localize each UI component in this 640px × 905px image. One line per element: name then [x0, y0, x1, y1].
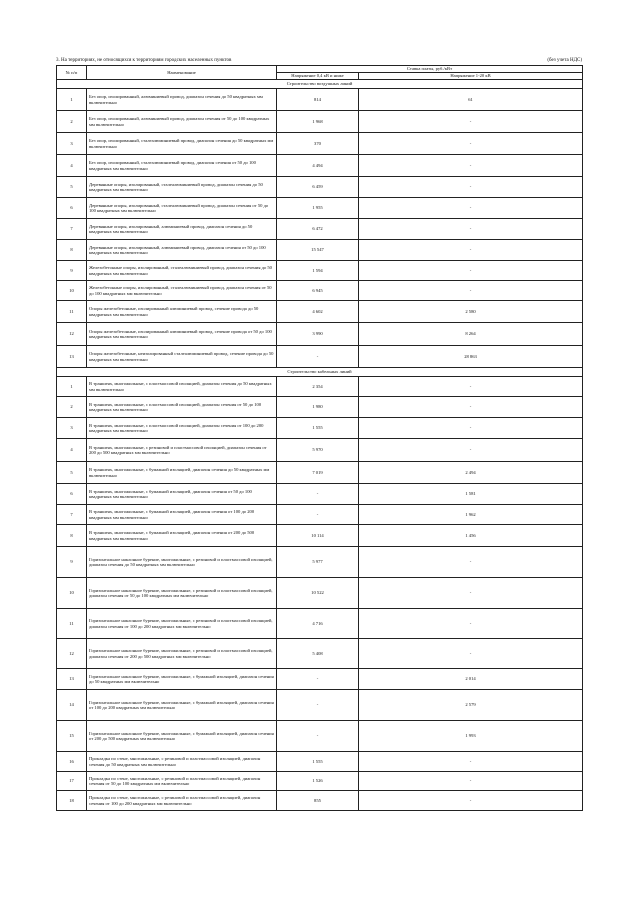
table-row: [57, 89, 583, 111]
header-voltage-low: Напряжение 0,4 кВ и ниже: [277, 73, 359, 80]
rate-low-voltage: 1 980: [277, 397, 359, 418]
rate-low-voltage: 4 494: [277, 155, 359, 177]
row-number: 1: [57, 89, 87, 111]
row-number: 13: [57, 669, 87, 690]
rate-mid-voltage: -: [359, 219, 583, 240]
rate-low-voltage: 4 602: [277, 301, 359, 323]
row-number: 16: [57, 752, 87, 772]
row-number: 15: [57, 721, 87, 752]
row-description: Железобетонные опоры, изолированный, сталеалюминиевый провод, диапазон сечения до 50 квадратных мм включительно: [87, 261, 277, 281]
rate-low-voltage: 5 977: [277, 547, 359, 578]
header-name: Наименование: [87, 66, 277, 80]
table-row: [57, 281, 583, 301]
rate-mid-voltage: 1 581: [359, 484, 583, 505]
row-description: Без опор, изолированный, алюминиевый провод, диапазон сечения от 50 до 100 квадратных мм включительно: [87, 111, 277, 133]
rate-low-voltage: 5 408: [277, 639, 359, 669]
table-row: [57, 752, 583, 772]
section-title: Строительство воздушных линий: [57, 80, 583, 89]
row-number: 11: [57, 301, 87, 323]
rate-mid-voltage: 2 014: [359, 669, 583, 690]
rate-low-voltage: 370: [277, 133, 359, 155]
row-number: 14: [57, 690, 87, 721]
rate-low-voltage: -: [277, 484, 359, 505]
row-number: 10: [57, 281, 87, 301]
rate-mid-voltage: -: [359, 155, 583, 177]
row-description: В траншеях, многожильные, с пластмассовой изоляцией, диапазон сечения от 100 до 200 квадратных мм включительно: [87, 418, 277, 439]
row-description: Без опор, изолированный, сталеалюминиевый провод, диапазон сечения от 50 до 100 квадратных мм включительно: [87, 155, 277, 177]
table-row: [57, 261, 583, 281]
rate-mid-voltage: 61: [359, 89, 583, 111]
row-description: Опоры железобетонные, изолированный алюминиевый провод, сечение провода до 50 квадратных мм включительно: [87, 301, 277, 323]
table-row: [57, 323, 583, 346]
caption-vat-note: (без учета НДС): [547, 58, 582, 63]
rate-mid-voltage: 1 993: [359, 721, 583, 752]
row-number: 6: [57, 484, 87, 505]
row-description: Железобетонные опоры, изолированный, сталеалюминиевый провод, диапазон сечения от 50 до 100 квадратных мм включительно: [87, 281, 277, 301]
table-row: [57, 111, 583, 133]
row-number: 5: [57, 177, 87, 198]
table-row: [57, 505, 583, 525]
rate-low-voltage: 2 354: [277, 377, 359, 397]
row-number: 7: [57, 505, 87, 525]
row-description: В траншеях, многожильные, с пластмассовой изоляцией, диапазон сечения до 50 квадратных мм включительно: [87, 377, 277, 397]
row-number: 3: [57, 418, 87, 439]
row-description: Без опор, изолированный, алюминиевый провод, диапазон сечения до 50 квадратных мм включительно: [87, 89, 277, 111]
rate-low-voltage: -: [277, 690, 359, 721]
table-row: [57, 377, 583, 397]
row-number: 13: [57, 346, 87, 368]
rate-low-voltage: 1 968: [277, 111, 359, 133]
table-row: [57, 439, 583, 462]
caption-title: 3. На территориях, не относящихся к территориям городских населенных пунктов: [56, 58, 232, 63]
row-description: Горизонтальное наклонное бурение, многожильные, с резиновой и пластмассовой изоляцией, диапазон сечения от 200 до 500 квадратных мм включительно: [87, 639, 277, 669]
row-description: Прокладка по стене, многожильные, с резиновой и пластмассовой изоляцией, диапазон сечения от 50 до 100 квадратных мм включительно: [87, 772, 277, 791]
row-description: Прокладка по стене, многожильные, с резиновой и пластмассовой изоляцией, диапазон сечения до 50 квадратных мм включительно: [87, 752, 277, 772]
table-row: [57, 791, 583, 811]
rate-mid-voltage: -: [359, 240, 583, 261]
row-number: 12: [57, 323, 87, 346]
row-description: Опоры железобетонные, неизолированный сталеалюминиевый провод, сечение провода до 50 квадратных мм включительно: [87, 346, 277, 368]
row-description: Горизонтальное наклонное бурение, многожильные, с бумажной изоляцией, диапазон сечения от 200 до 500 квадратных мм включительно: [87, 721, 277, 752]
rate-low-voltage: 1 955: [277, 198, 359, 219]
rate-mid-voltage: -: [359, 111, 583, 133]
row-description: Горизонтальное наклонное бурение, многожильные, с резиновой и пластмассовой изоляцией, диапазон сечения до 50 квадратных мм включительно: [87, 547, 277, 578]
row-number: 6: [57, 198, 87, 219]
table-row: [57, 609, 583, 639]
row-number: 18: [57, 791, 87, 811]
table-row: [57, 155, 583, 177]
rate-mid-voltage: -: [359, 397, 583, 418]
row-number: 17: [57, 772, 87, 791]
rate-mid-voltage: -: [359, 639, 583, 669]
table-caption: [56, 57, 582, 65]
row-description: Горизонтальное наклонное бурение, многожильные, с резиновой и пластмассовой изоляцией, диапазон сечения от 50 до 100 квадратных мм включительно: [87, 578, 277, 609]
row-number: 12: [57, 639, 87, 669]
row-number: 10: [57, 578, 87, 609]
row-number: 11: [57, 609, 87, 639]
row-description: Без опор, изолированный, сталеалюминиевый провод, диапазон сечения до 50 квадратных мм включительно: [87, 133, 277, 155]
rate-low-voltage: 15 547: [277, 240, 359, 261]
row-description: Деревянные опоры, изолированный, алюминиевый провод, диапазон сечения от 50 до 100 квадратных мм включительно: [87, 240, 277, 261]
row-description: В траншеях, многожильные, с бумажной изоляцией, диапазон сечения от 100 до 200 квадратных мм включительно: [87, 505, 277, 525]
rate-mid-voltage: 2 580: [359, 301, 583, 323]
section-title: Строительство кабельных линий: [57, 368, 583, 377]
rate-mid-voltage: 8 264: [359, 323, 583, 346]
rate-low-voltage: 1 594: [277, 261, 359, 281]
rate-mid-voltage: -: [359, 752, 583, 772]
table-row: [57, 721, 583, 752]
rate-low-voltage: 10 522: [277, 578, 359, 609]
row-number: 3: [57, 133, 87, 155]
row-number: 2: [57, 397, 87, 418]
table-row: [57, 525, 583, 547]
row-description: В траншеях, многожильные, с бумажной изоляцией, диапазон сечения от 200 до 500 квадратных мм включительно: [87, 525, 277, 547]
row-description: Деревянные опоры, изолированный, сталеалюминиевый провод, диапазон сечения до 50 квадратных мм включительно: [87, 177, 277, 198]
table-row: [57, 772, 583, 791]
table-row: [57, 690, 583, 721]
rate-mid-voltage: -: [359, 133, 583, 155]
table-row: [57, 346, 583, 368]
rate-low-voltage: 814: [277, 89, 359, 111]
rate-mid-voltage: -: [359, 609, 583, 639]
rate-low-voltage: -: [277, 669, 359, 690]
rate-low-voltage: 1 526: [277, 772, 359, 791]
table-row: [57, 219, 583, 240]
header-rate: Ставка платы, руб./кВт: [277, 66, 583, 73]
rate-mid-voltage: -: [359, 772, 583, 791]
row-description: В траншеях, многожильные, с резиновой и пластмассовой изоляцией, диапазон сечения от 200 до 500 квадратных мм включительно: [87, 439, 277, 462]
rate-low-voltage: 6 459: [277, 177, 359, 198]
section-header-row: [57, 368, 583, 377]
rate-low-voltage: 4 716: [277, 609, 359, 639]
rate-low-voltage: 10 114: [277, 525, 359, 547]
table-row: [57, 198, 583, 219]
rate-mid-voltage: -: [359, 281, 583, 301]
row-description: Горизонтальное наклонное бурение, многожильные, с бумажной изоляцией, диапазон сечения до 50 квадратных мм включительно: [87, 669, 277, 690]
row-description: Деревянные опоры, изолированный, сталеалюминиевый провод, диапазон сечения от 50 до 100 квадратных мм включительно: [87, 198, 277, 219]
table-row: [57, 240, 583, 261]
row-number: 1: [57, 377, 87, 397]
row-number: 8: [57, 525, 87, 547]
row-number: 7: [57, 219, 87, 240]
header-voltage-mid: Напряжение 1-20 кВ: [359, 73, 583, 80]
rate-low-voltage: 3 990: [277, 323, 359, 346]
rate-mid-voltage: -: [359, 261, 583, 281]
row-description: В траншеях, многожильные, с бумажной изоляцией, диапазон сечения до 50 квадратных мм включительно: [87, 462, 277, 484]
rate-mid-voltage: -: [359, 377, 583, 397]
row-description: Прокладка по стене, многожильные, с резиновой и пластмассовой изоляцией, диапазон сечения от 100 до 200 квадратных мм включительно: [87, 791, 277, 811]
rate-low-voltage: -: [277, 721, 359, 752]
row-description: Горизонтальное наклонное бурение, многожильные, с резиновой и пластмассовой изоляцией, диапазон сечения от 100 до 200 квадратных мм включительно: [87, 609, 277, 639]
rate-low-voltage: 6 472: [277, 219, 359, 240]
rate-mid-voltage: 1 456: [359, 525, 583, 547]
row-description: В траншеях, многожильные, с пластмассовой изоляцией, диапазон сечения от 50 до 100 квадратных мм включительно: [87, 397, 277, 418]
header-number: № п/п: [57, 66, 87, 80]
row-description: Горизонтальное наклонное бурение, многожильные, с бумажной изоляцией, диапазон сечения от 100 до 200 квадратных мм включительно: [87, 690, 277, 721]
table-row: [57, 177, 583, 198]
table-row: [57, 578, 583, 609]
rate-mid-voltage: -: [359, 418, 583, 439]
table-row: [57, 418, 583, 439]
row-number: 2: [57, 111, 87, 133]
table-row: [57, 301, 583, 323]
table-row: [57, 547, 583, 578]
table-row: [57, 397, 583, 418]
table-row: [57, 462, 583, 484]
row-number: 9: [57, 547, 87, 578]
rate-mid-voltage: 2 494: [359, 462, 583, 484]
row-number: 9: [57, 261, 87, 281]
row-number: 4: [57, 439, 87, 462]
rate-mid-voltage: 1 962: [359, 505, 583, 525]
row-description: Деревянные опоры, изолированный, алюминиевый провод, диапазон сечения до 50 квадратных мм включительно: [87, 219, 277, 240]
rate-mid-voltage: -: [359, 177, 583, 198]
rate-mid-voltage: -: [359, 578, 583, 609]
rate-mid-voltage: -: [359, 547, 583, 578]
table-row: [57, 133, 583, 155]
rate-mid-voltage: -: [359, 198, 583, 219]
rate-mid-voltage: -: [359, 791, 583, 811]
row-description: В траншеях, многожильные, с бумажной изоляцией, диапазон сечения от 50 до 100 квадратных мм включительно: [87, 484, 277, 505]
row-number: 8: [57, 240, 87, 261]
section-header-row: [57, 80, 583, 89]
row-number: 5: [57, 462, 87, 484]
rate-low-voltage: 7 019: [277, 462, 359, 484]
rate-mid-voltage: -: [359, 439, 583, 462]
tariff-table: [56, 65, 583, 811]
rate-mid-voltage: 2 579: [359, 690, 583, 721]
row-description: Опоры железобетонные, изолированный алюминиевый провод, сечение провода от 50 до 100 квадратных мм включительно: [87, 323, 277, 346]
rate-low-voltage: 1 555: [277, 418, 359, 439]
table-row: [57, 639, 583, 669]
rate-low-voltage: 1 555: [277, 752, 359, 772]
rate-low-voltage: 855: [277, 791, 359, 811]
rate-low-voltage: -: [277, 346, 359, 368]
table-row: [57, 669, 583, 690]
rate-mid-voltage: 28 863: [359, 346, 583, 368]
rate-low-voltage: -: [277, 505, 359, 525]
rate-low-voltage: 6 945: [277, 281, 359, 301]
row-number: 4: [57, 155, 87, 177]
table-row: [57, 484, 583, 505]
rate-low-voltage: 5 970: [277, 439, 359, 462]
